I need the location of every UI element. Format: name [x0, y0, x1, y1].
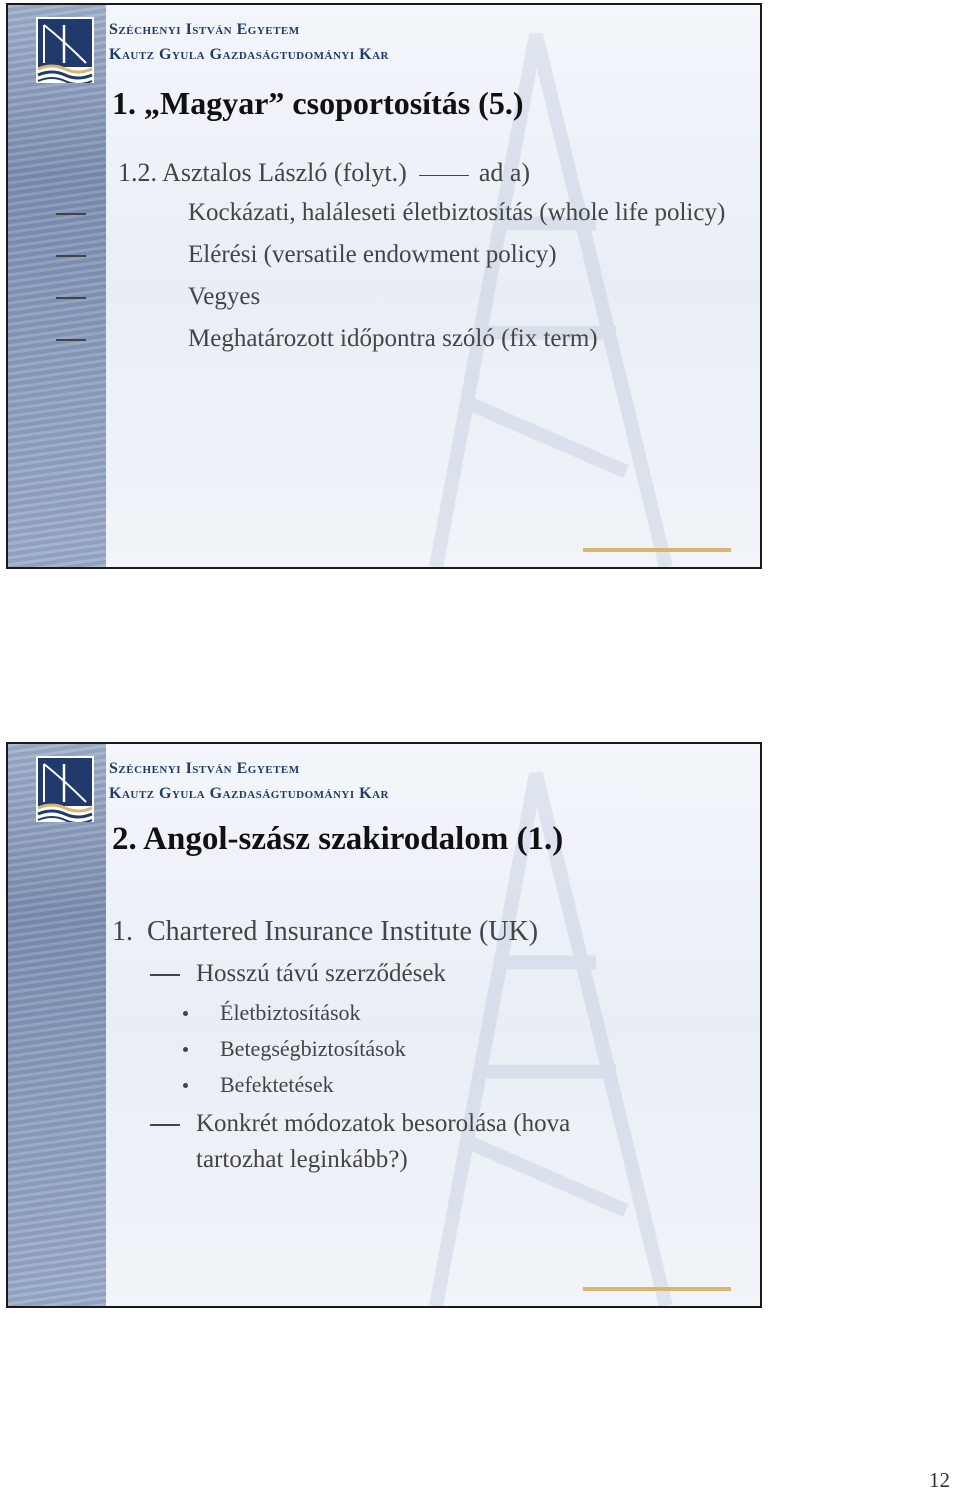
- list-item: Kockázati, haláleseti életbiztosítás (whole life policy): [56, 195, 740, 231]
- heading: 1. Chartered Insurance Institute (UK): [112, 916, 539, 947]
- list-item: Elérési (versatile endowment policy): [56, 237, 740, 273]
- slide-content: [112, 914, 740, 1184]
- header: [109, 760, 389, 803]
- bullet-item: Életbiztosítások: [112, 998, 740, 1028]
- side-strip: [8, 744, 106, 1306]
- bullet-item: Befektetések: [112, 1070, 740, 1100]
- heading-suffix: ad a): [478, 158, 531, 187]
- bridge-logo-icon: [36, 756, 94, 822]
- slide-title: 2. Angol-szász szakirodalom (1.): [112, 821, 564, 857]
- faculty-name: Kautz Gyula Gazdaságtudományi Kar: [109, 46, 389, 63]
- slide-content: [118, 155, 740, 363]
- heading-prefix: 1.2. Asztalos László (folyt.): [118, 158, 407, 187]
- dash-icon: [419, 175, 469, 176]
- accent-line: [583, 1287, 731, 1291]
- list-item: Hosszú távú szerződések: [150, 956, 740, 992]
- accent-line: [583, 548, 731, 552]
- bullet-item: Betegségbiztosítások: [112, 1034, 740, 1064]
- header: [109, 21, 389, 64]
- heading: [118, 155, 740, 191]
- university-name: Széchenyi István Egyetem: [109, 760, 300, 777]
- slide-1: [6, 3, 762, 569]
- list-item: Vegyes: [56, 279, 740, 315]
- faculty-name: Kautz Gyula Gazdaságtudományi Kar: [109, 785, 389, 802]
- slide-title: 1. „Magyar” csoportosítás (5.): [112, 85, 524, 121]
- page-number: 12: [929, 1468, 950, 1492]
- list-item: Konkrét módozatok besorolása (hova tartozhat leginkább?): [150, 1106, 616, 1178]
- bridge-logo-icon: [36, 17, 94, 83]
- slide-2: [6, 742, 762, 1308]
- university-name: Széchenyi István Egyetem: [109, 21, 300, 38]
- list-item: Meghatározott időpontra szóló (fix term): [56, 321, 740, 357]
